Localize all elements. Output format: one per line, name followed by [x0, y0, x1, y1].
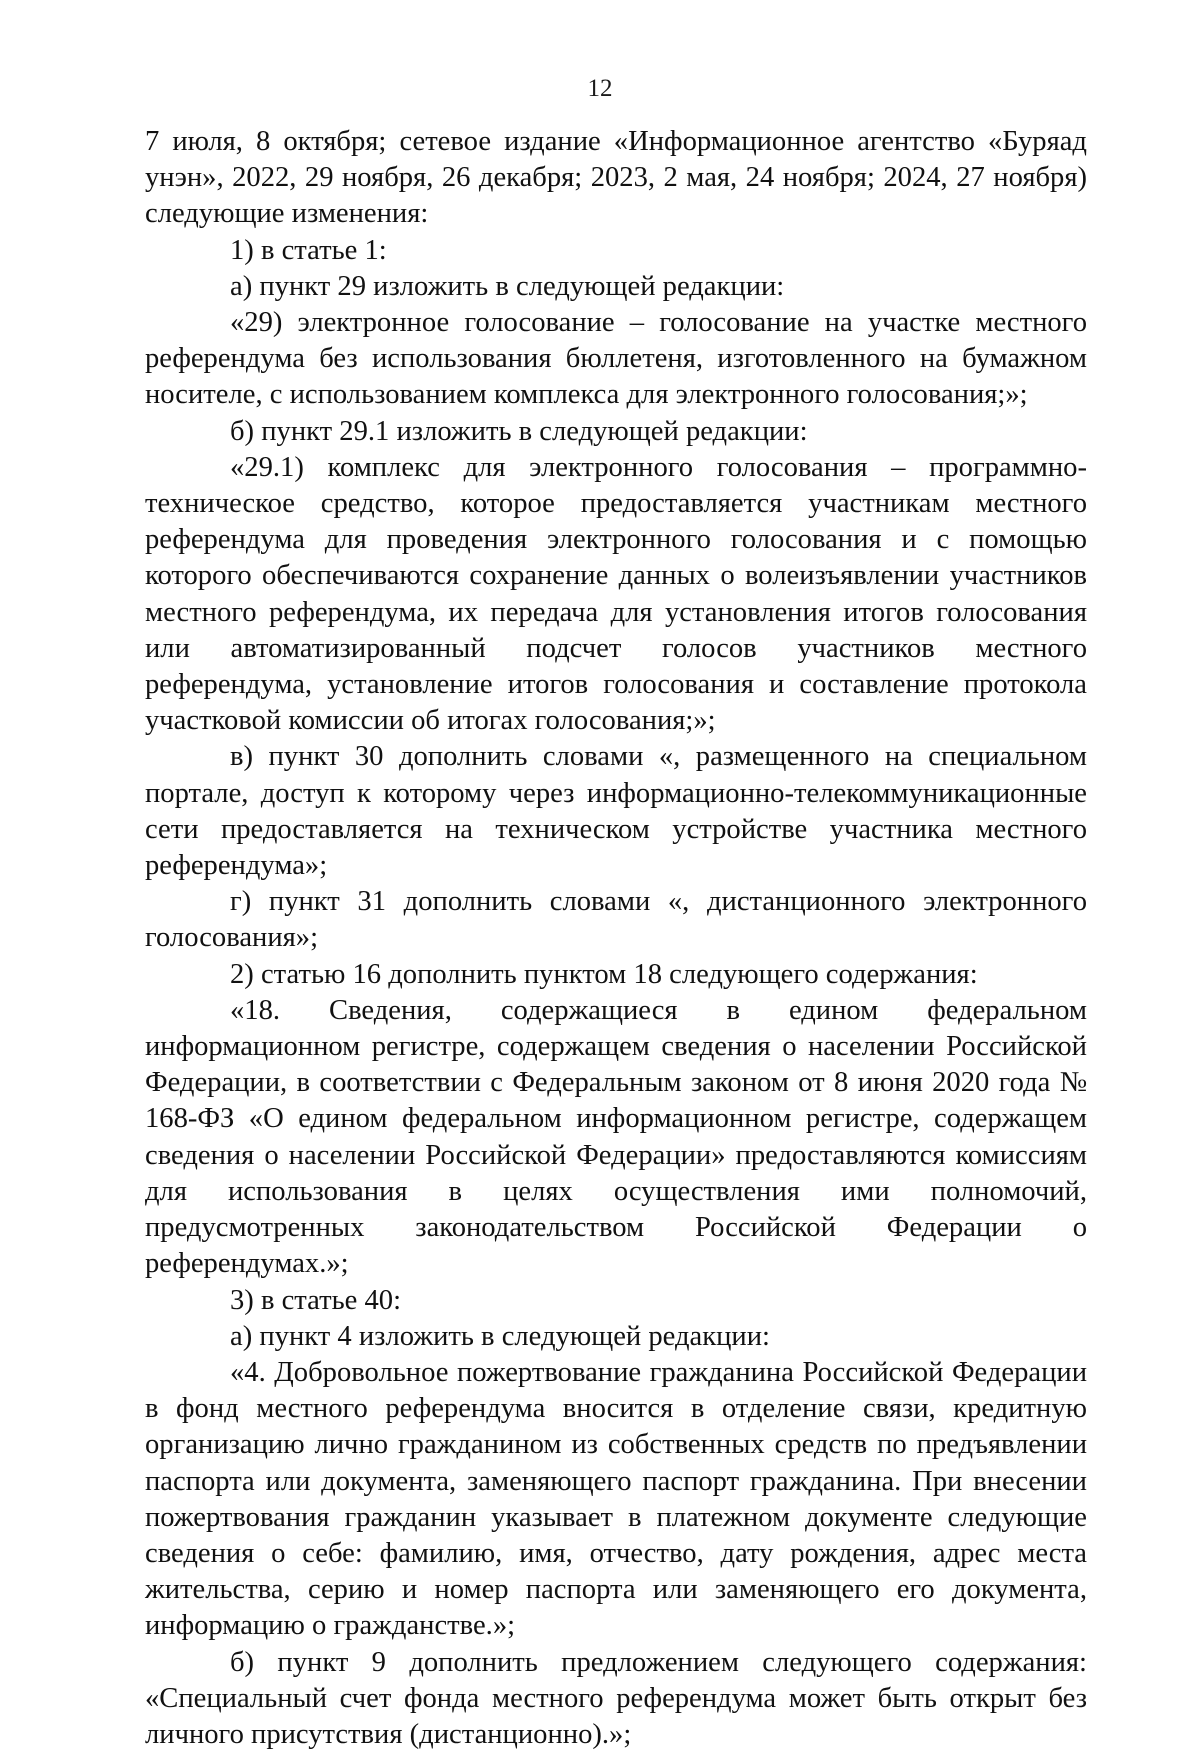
paragraph-item-31-amendment: г) пункт 31 дополнить словами «, дистанционного электронного голосования»;	[145, 886, 1087, 954]
paragraph-item-4-text: «4. Добровольное пожертвование гражданина Российской Федерации в фонд местного референдума вносится в отделение связи, кредитную организацию лично гражданином из собственных средств по предъявлении паспорта или документа, заменяющего паспорт гражданина. При внесении пожертвования гражданин указывает в платежном документе следующие сведения о себе: фамилию, имя, отчество, дату рождения, адрес места жительства, серию и номер паспорта или заменяющего его документа, информацию о гражданстве.»;	[145, 1356, 1087, 1642]
paragraph-article-1: 1) в статье 1:	[230, 234, 387, 266]
paragraph-item-4-instruction: а) пункт 4 изложить в следующей редакции:	[230, 1320, 770, 1352]
paragraph-item-29-1-instruction: б) пункт 29.1 изложить в следующей редакции:	[230, 415, 808, 447]
paragraph-item-29-instruction: а) пункт 29 изложить в следующей редакции:	[230, 270, 785, 302]
paragraph-sources-continuation: 7 июля, 8 октября; сетевое издание «Информационное агентство «Буряад унэн», 2022, 29 ноября, 26 декабря; 2023, 2 мая, 24 ноября; 2024, 27 ноября) следующие изменения:	[145, 126, 1087, 230]
paragraph-item-29-1-text: «29.1) комплекс для электронного голосования – программно-техническое средство, которое предоставляется участникам местного референдума для проведения электронного голосования и с помощью которого обеспечиваются сохранение данных о волеизъявлении участников местного референдума, их передача для установления итогов голосования или автоматизированный подсчет голосов участников местного референдума, установление итогов голосования и составление протокола участковой комиссии об итогах голосования;»;	[145, 451, 1087, 737]
document-body	[145, 124, 1087, 1753]
paragraph-item-9-amendment: б) пункт 9 дополнить предложением следующего содержания: «Специальный счет фонда местного референдума может быть открыт без личного присутствия (дистанционно).»;	[145, 1646, 1087, 1750]
paragraph-item-29-text: «29) электронное голосование – голосование на участке местного референдума без использования бюллетеня, изготовленного на бумажном носителе, с использованием комплекса для электронного голосования;»;	[145, 307, 1087, 411]
paragraph-article-40: 3) в статье 40:	[230, 1284, 402, 1316]
paragraph-article-16: 2) статью 16 дополнить пунктом 18 следующего содержания:	[230, 958, 978, 990]
paragraph-item-30-amendment: в) пункт 30 дополнить словами «, размещенного на специальном портале, доступ к которому через информационно-телекоммуникационные сети предоставляется на техническом устройстве участника местного референдума»;	[145, 741, 1087, 882]
paragraph-item-18-text: «18. Сведения, содержащиеся в едином федеральном информационном регистре, содержащем сведения о населении Российской Федерации, в соответствии с Федеральным законом от 8 июня 2020 года № 168-ФЗ «О едином федеральном информационном регистре, содержащем сведения о населении Российской Федерации» предоставляются комиссиям для использования в целях осуществления ими полномочий, предусмотренных законодательством Российской Федерации о референдумах.»;	[145, 994, 1087, 1280]
page-number: 12	[587, 75, 613, 102]
